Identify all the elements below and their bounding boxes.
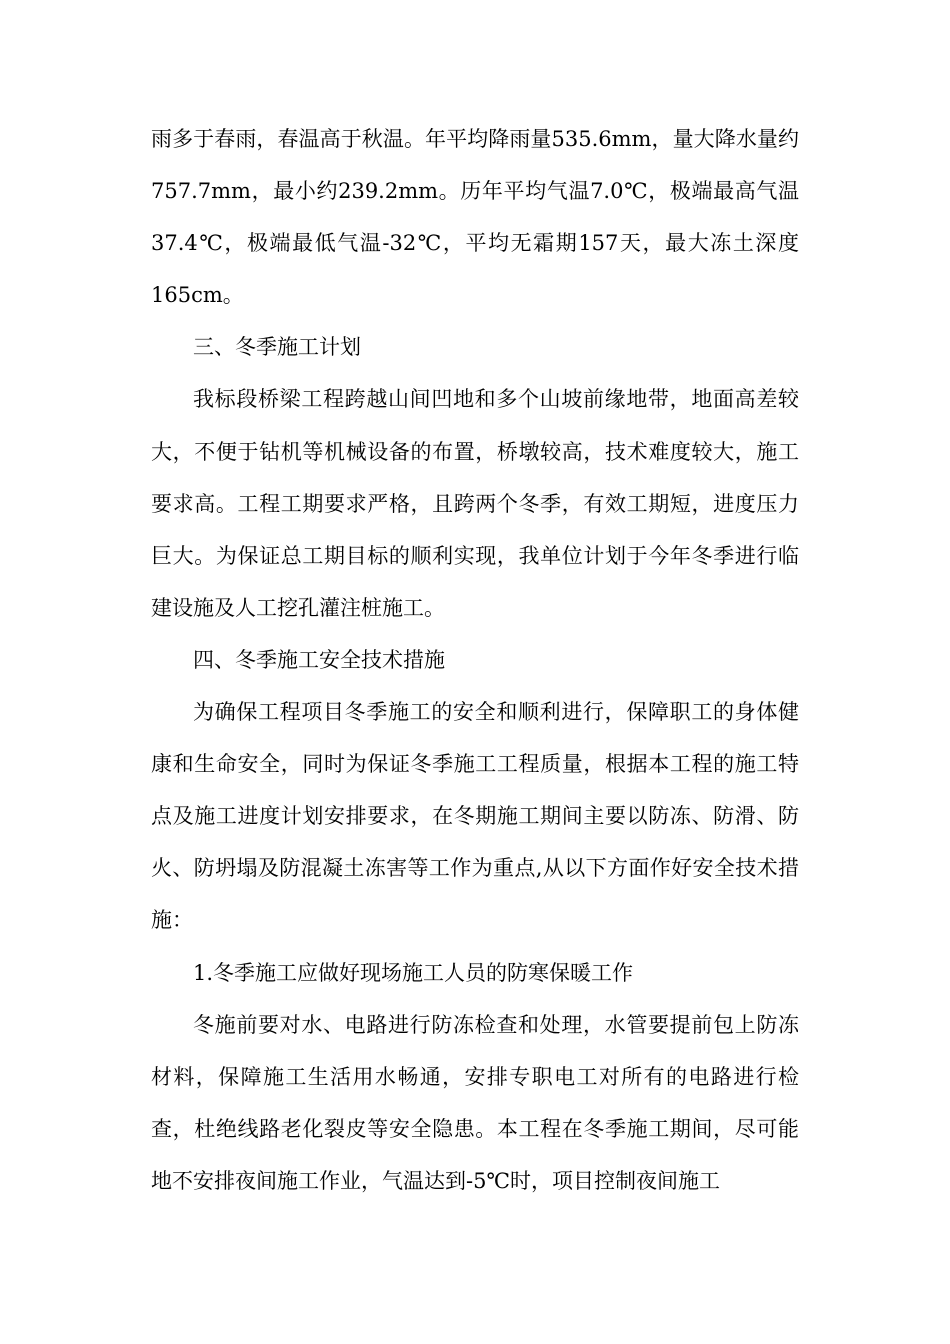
paragraph-warmth-measures: 冬施前要对水、电路进行防冻检查和处理，水管要提前包上防冻材料，保障施工生活用水畅通，安排专职电工对所有的电路进行检查，杜绝线路老化裂皮等安全隐患。本工程在冬季施工期间，尽可能地不安排夜间施工作业，气温达到-5℃时，项目控制夜间施工 — [151, 1012, 799, 1193]
section-heading-safety-measures: 四、冬季施工安全技术措施 — [193, 647, 445, 672]
document-body — [151, 113, 799, 1207]
paragraph-safety-intro: 为确保工程项目冬季施工的安全和顺利进行，保障职工的身体健康和生命安全，同时为保证冬季施工工程质量，根据本工程的施工特点及施工进度计划安排要求，在冬期施工期间主要以防冻、防滑、防火、防坍塌及防混凝土冻害等工作为重点,从以下方面作好安全技术措施： — [151, 700, 799, 933]
paragraph-winter-plan: 我标段桥梁工程跨越山间凹地和多个山坡前缘地带，地面高差较大，不便于钻机等机械设备的布置，桥墩较高，技术难度较大，施工要求高。工程工期要求严格，且跨两个冬季，有效工期短，进度压力巨大。为保证总工期目标的顺利实现，我单位计划于今年冬季进行临建设施及人工挖孔灌注桩施工。 — [151, 387, 799, 620]
section-heading-winter-plan: 三、冬季施工计划 — [193, 335, 361, 360]
subheading-warmth-measures: 1.冬季施工应做好现场施工人员的防寒保暖工作 — [193, 960, 634, 985]
paragraph-climate-continued: 雨多于春雨，春温高于秋温。年平均降雨量535.6mm，量大降水量约757.7mm，最小约239.2mm。历年平均气温7.0℃，极端最高气温37.4℃，极端最低气温-32℃，平均无霜期157天，最大冻土深度165cm。 — [151, 127, 799, 308]
